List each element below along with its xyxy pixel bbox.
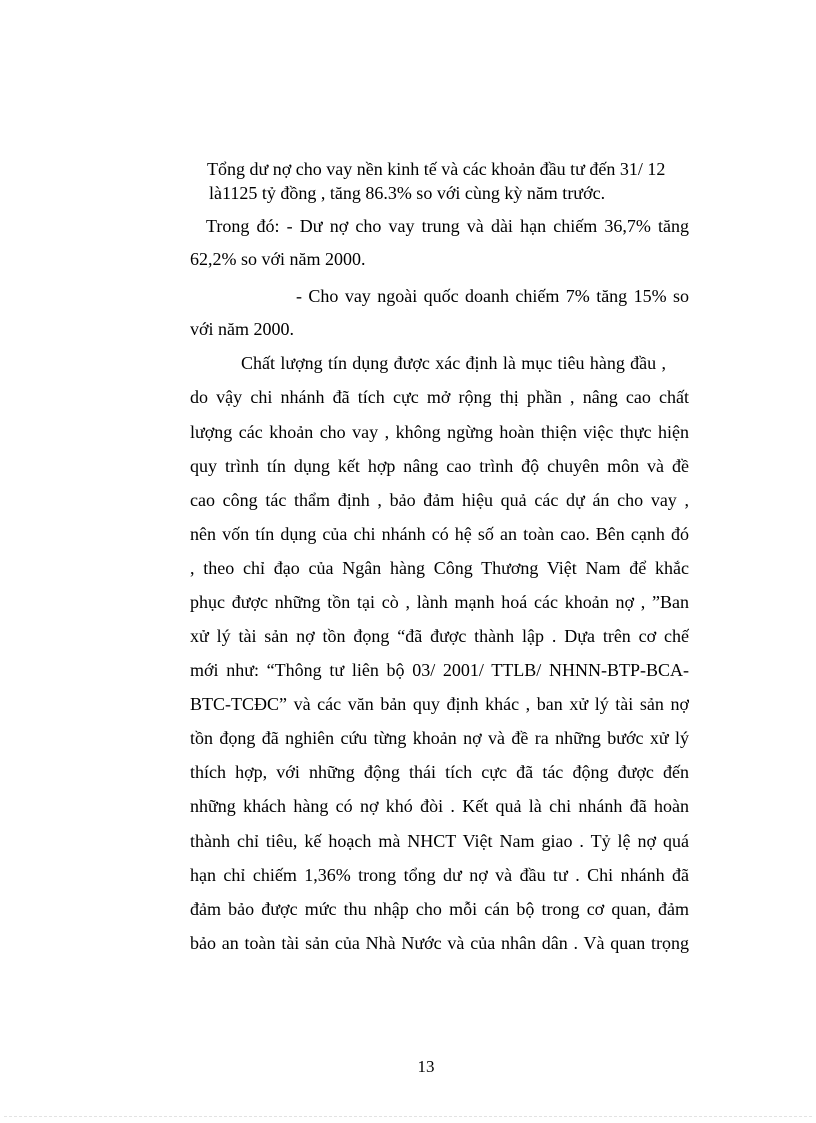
paragraph-line: cao công tác thẩm định , bảo đảm hiệu quả các dự án cho vay , (190, 490, 689, 510)
paragraph-line: , theo chỉ đạo của Ngân hàng Công Thương Việt Nam để khắc (190, 558, 689, 578)
intro-line-1: Tổng dư nợ cho vay nền kinh tế và các khoản đầu tư đến 31/ 12 (207, 159, 666, 179)
paragraph-line: bảo an toàn tài sản của Nhà Nước và của nhân dân . Và quan trọng (190, 933, 689, 953)
paragraph-line: Chất lượng tín dụng được xác định là mục tiêu hàng đầu , (241, 353, 666, 373)
paragraph-line: BTC-TCĐC” và các văn bản quy định khác , ban xử lý tài sản nợ (190, 694, 689, 714)
breakdown-item-2-line-1: - Cho vay ngoài quốc doanh chiếm 7% tăng 15% so (296, 286, 689, 306)
paragraph-line: xử lý tài sản nợ tồn đọng “đã được thành lập . Dựa trên cơ chế (190, 626, 689, 646)
paragraph-line: hạn chỉ chiếm 1,36% trong tổng dư nợ và đầu tư . Chi nhánh đã (190, 865, 689, 885)
paragraph-line: thành chỉ tiêu, kế hoạch mà NHCT Việt Nam giao . Tỷ lệ nợ quá (190, 831, 689, 851)
paragraph-line: mới như: “Thông tư liên bộ 03/ 2001/ TTLB/ NHNN-BTP-BCA- (190, 660, 689, 680)
paragraph-line: phục được những tồn tại cò , lành mạnh hoá các khoản nợ , ”Ban (190, 592, 689, 612)
breakdown-item-1-line-1: Trong đó: - Dư nợ cho vay trung và dài hạn chiếm 36,7% tăng (206, 216, 689, 236)
page-bottom-divider (4, 1116, 812, 1117)
intro-line-2: là1125 tỷ đồng , tăng 86.3% so với cùng kỳ năm trước. (209, 183, 606, 203)
paragraph-line: tồn đọng đã nghiên cứu từng khoản nợ và đề ra những bước xử lý (190, 728, 689, 748)
paragraph-line: thích hợp, với những động thái tích cực đã tác động được đến (190, 762, 689, 782)
paragraph-line: nên vốn tín dụng của chi nhánh có hệ số an toàn cao. Bên cạnh đó (190, 524, 689, 544)
paragraph-line: do vậy chi nhánh đã tích cực mở rộng thị phần , nâng cao chất (190, 387, 689, 407)
paragraph-line: quy trình tín dụng kết hợp nâng cao trình độ chuyên môn và đề (190, 456, 689, 476)
breakdown-item-2-line-2: với năm 2000. (190, 319, 295, 339)
breakdown-item-1-line-2: 62,2% so với năm 2000. (190, 249, 366, 269)
page-number: 13 (417, 1057, 435, 1076)
paragraph-line: những khách hàng có nợ khó đòi . Kết quả là chi nhánh đã hoàn (190, 796, 689, 816)
paragraph-line: lượng các khoản cho vay , không ngừng hoàn thiện việc thực hiện (190, 422, 689, 442)
paragraph-line: đảm bảo được mức thu nhập cho mỗi cán bộ trong cơ quan, đảm (190, 899, 689, 919)
